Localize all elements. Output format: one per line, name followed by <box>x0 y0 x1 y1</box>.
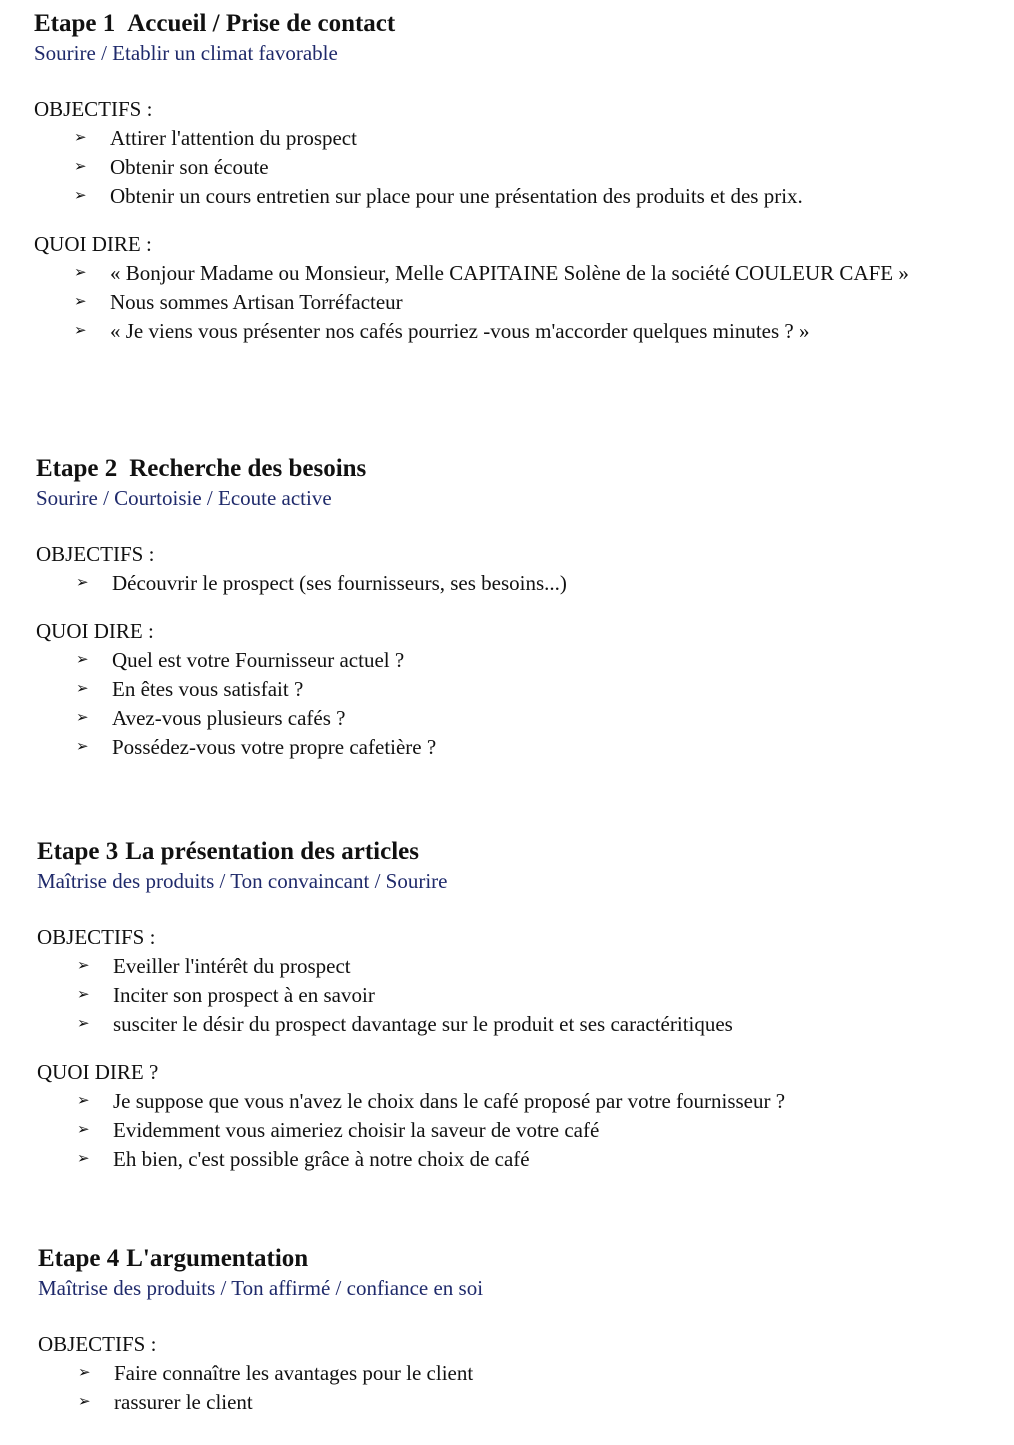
arrow-bullet-icon: ➢ <box>74 294 87 310</box>
arrow-bullet-icon: ➢ <box>76 652 89 668</box>
step-2 <box>36 455 996 762</box>
step-2-say-label: QUOI DIRE : <box>36 619 154 643</box>
arrow-bullet-icon: ➢ <box>76 739 89 755</box>
arrow-bullet-icon: ➢ <box>74 188 87 204</box>
step-4-heading <box>38 1245 998 1273</box>
list-item: ➢ Nous sommes Artisan Torréfacteur <box>34 288 994 317</box>
step-3-heading <box>37 838 997 866</box>
list-item: ➢ Faire connaître les avantages pour le client <box>38 1359 998 1388</box>
list-item: ➢ Découvrir le prospect (ses fournisseurs, ses besoins...) <box>36 569 996 598</box>
step-2-objectives-label: OBJECTIFS : <box>36 542 155 566</box>
arrow-bullet-icon: ➢ <box>77 1151 90 1167</box>
step-1-subtitle: Sourire / Etablir un climat favorable <box>34 41 338 65</box>
arrow-bullet-icon: ➢ <box>78 1365 91 1381</box>
list-item: ➢ « Je viens vous présenter nos cafés pourriez -vous m'accorder quelques minutes ? » <box>34 317 994 346</box>
step-1-heading <box>34 10 994 38</box>
list-item: ➢ Je suppose que vous n'avez le choix dans le café proposé par votre fournisseur ? <box>37 1087 997 1116</box>
step-1 <box>34 10 994 346</box>
step-1-objectives-label: OBJECTIFS : <box>34 97 153 121</box>
step-3-say-list <box>37 1087 997 1174</box>
list-item: ➢ Obtenir son écoute <box>34 153 994 182</box>
step-2-number: Etape 2 <box>36 455 118 482</box>
list-item: ➢ susciter le désir du prospect davantage sur le produit et ses caractéritiques <box>37 1010 997 1039</box>
list-item: ➢ Obtenir un cours entretien sur place pour une présentation des produits et des prix. <box>34 182 994 211</box>
list-item: ➢ En êtes vous satisfait ? <box>36 675 996 704</box>
arrow-bullet-icon: ➢ <box>76 710 89 726</box>
step-1-say-list <box>34 259 994 346</box>
list-item: ➢ Eh bien, c'est possible grâce à notre choix de café <box>37 1145 997 1174</box>
list-item: ➢ Eveiller l'intérêt du prospect <box>37 952 997 981</box>
list-item: ➢ Inciter son prospect à en savoir <box>37 981 997 1010</box>
arrow-bullet-icon: ➢ <box>76 681 89 697</box>
step-2-say-list <box>36 646 996 762</box>
step-1-objectives-list <box>34 124 994 211</box>
step-1-title: Accueil / Prise de contact <box>127 10 396 37</box>
list-item: ➢ Quel est votre Fournisseur actuel ? <box>36 646 996 675</box>
step-3-objectives-label: OBJECTIFS : <box>37 925 156 949</box>
step-1-number: Etape 1 <box>34 10 116 37</box>
step-3-title: La présentation des articles <box>125 838 419 865</box>
step-2-objectives-list <box>36 569 996 598</box>
list-item: ➢ Attirer l'attention du prospect <box>34 124 994 153</box>
arrow-bullet-icon: ➢ <box>74 159 87 175</box>
arrow-bullet-icon: ➢ <box>77 1016 90 1032</box>
step-3-subtitle: Maîtrise des produits / Ton convaincant / Sourire <box>37 869 448 893</box>
step-4-number: Etape 4 <box>38 1245 120 1272</box>
arrow-bullet-icon: ➢ <box>77 1122 90 1138</box>
step-3-number: Etape 3 <box>37 838 119 865</box>
arrow-bullet-icon: ➢ <box>74 265 87 281</box>
arrow-bullet-icon: ➢ <box>77 958 90 974</box>
arrow-bullet-icon: ➢ <box>78 1394 91 1410</box>
step-4-subtitle: Maîtrise des produits / Ton affirmé / confiance en soi <box>38 1276 484 1300</box>
step-3 <box>37 838 997 1174</box>
arrow-bullet-icon: ➢ <box>74 130 87 146</box>
list-item: ➢ Evidemment vous aimeriez choisir la saveur de votre café <box>37 1116 997 1145</box>
step-4-objectives-label: OBJECTIFS : <box>38 1332 157 1356</box>
list-item: ➢ Possédez-vous votre propre cafetière ? <box>36 733 996 762</box>
step-4-title: L'argumentation <box>126 1245 309 1272</box>
step-2-subtitle: Sourire / Courtoisie / Ecoute active <box>36 486 332 510</box>
step-2-title: Recherche des besoins <box>129 455 367 482</box>
arrow-bullet-icon: ➢ <box>77 1093 90 1109</box>
step-1-say-label: QUOI DIRE : <box>34 232 152 256</box>
arrow-bullet-icon: ➢ <box>74 323 87 339</box>
step-4 <box>38 1245 998 1417</box>
list-item: ➢ Avez-vous plusieurs cafés ? <box>36 704 996 733</box>
step-3-say-label: QUOI DIRE ? <box>37 1060 159 1084</box>
arrow-bullet-icon: ➢ <box>77 987 90 1003</box>
step-4-objectives-list <box>38 1359 998 1417</box>
list-item: ➢ rassurer le client <box>38 1388 998 1417</box>
arrow-bullet-icon: ➢ <box>76 575 89 591</box>
step-2-heading <box>36 455 996 483</box>
step-3-objectives-list <box>37 952 997 1039</box>
list-item: ➢ « Bonjour Madame ou Monsieur, Melle CAPITAINE Solène de la société COULEUR CAFE » <box>34 259 994 288</box>
